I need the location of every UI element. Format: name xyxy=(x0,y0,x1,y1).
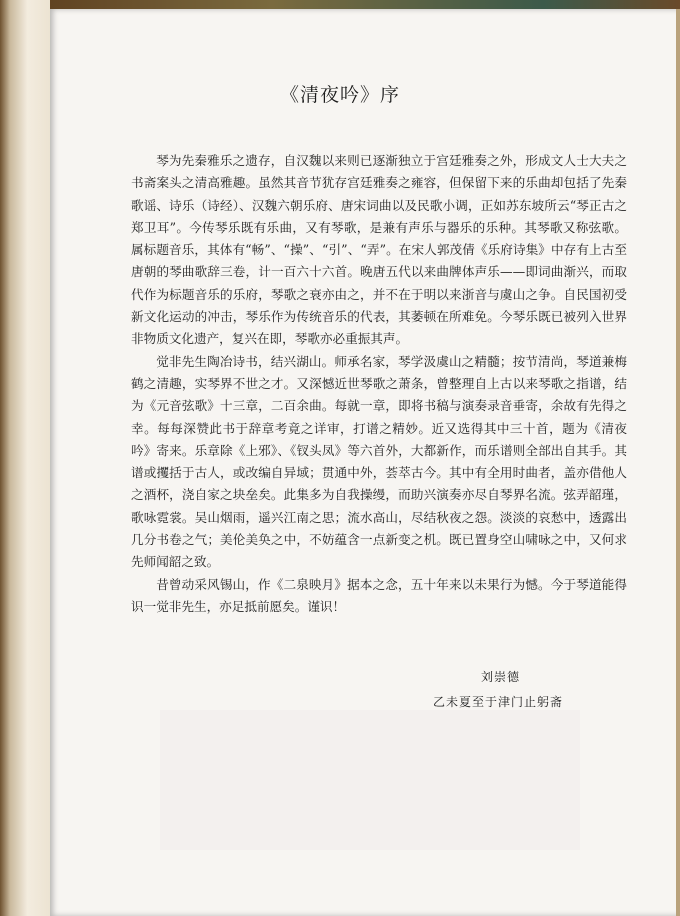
signature-date-place: 乙未夏至于津门止躬斋 xyxy=(433,695,564,709)
show-through-shadow xyxy=(160,710,580,850)
page-title: 《清夜吟》序 xyxy=(279,84,400,106)
paragraph: 昔曾动采风锡山，作《二泉映月》据本之念，五十年来以未果行为憾。今于琴道能得识一觉非先生，亦足抵前愿矣。谨识！ xyxy=(131,576,627,614)
preface-body xyxy=(131,150,627,618)
paragraph: 琴为先秦雅乐之遗存，自汉魏以来则已逐渐独立于宫廷雅奏之外，形成文人士大夫之书斋案头之清高雅趣。虽然其音节犹存宫廷雅奏之雍容，但保留下来的乐曲却包括了先秦歌谣、诗乐（诗经）、汉魏六朝乐府、唐宋词曲以及民歌小调，正如苏东坡所云“琴正古之郑卫耳”。今传琴乐既有乐曲，又有琴歌，是兼有声乐与器乐的乐种。其琴歌又称弦歌。属标题音乐，其体有“畅”、“操”、“引”、“弄”。在宋人郭茂倩《乐府诗集》中存有上古至唐朝的琴曲歌辞三卷，计一百六十六首。晚唐五代以来曲牌体声乐——即词曲渐兴，而取代作为标题音乐的乐府，琴歌之衰亦由之，并不在于明以来浙音与虞山之争。自民国初受新文化运动的冲击，琴乐作为传统音乐的代表，其萎顿在所难免。今琴乐既已被列入世界非物质文化遗产，复兴在即，琴歌亦必重振其声。 xyxy=(131,153,627,347)
page-right-edge xyxy=(676,9,680,916)
paragraph: 觉非先生陶冶诗书，结兴湖山。师承名家，琴学汲虞山之精髓；按节清尚，琴道兼梅鹤之清趣，实琴界不世之才。又深憾近世琴歌之萧条，曾整理自上古以来琴歌之指谱，结为《元音弦歌》十三章，二百余曲。每就一章，即将书稿与演奏录音垂寄，余故有先得之幸。每每深赞此书于辞章考竟之详审，打谱之精妙。近又选得其中三十首，题为《清夜吟》寄来。乐章除《上邪》、《钗头凤》等六首外，大都新作，而乐谱则全部出自其手。其谱或攫括于古人，或改编自异域；贯通中外，荟萃古今。其中有全用时曲者，盖亦借他人之酒杯，浇自家之块垒矣。此集多为自我操缦，而助兴演奏亦尽自琴界名流。弦弄韶瑾，歌咏霓裳。吴山烟雨，遥兴江南之思；流水高山，尽结秋夜之怨。淡淡的哀愁中，透露出几分书卷之气；美伦美奂之中，不妨蕴含一点新变之机。既已置身空山啸咏之中，又何求先师闻韶之致。 xyxy=(131,353,627,570)
author-signature: 刘崇德 xyxy=(481,670,521,684)
book-spine-edge xyxy=(0,0,50,916)
